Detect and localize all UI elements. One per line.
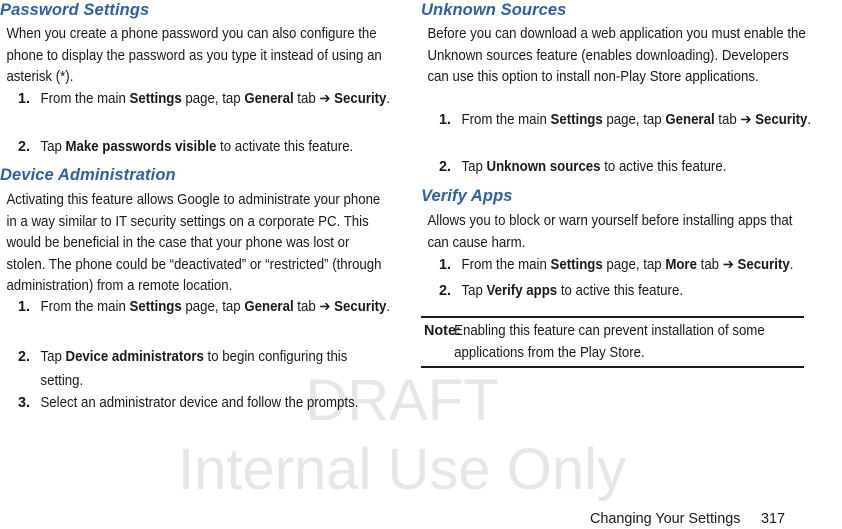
watermark-internal-use: Internal Use Only (177, 437, 627, 502)
section-title-device-administration: Device Administration (0, 166, 176, 184)
step-verify-apps-1: 1. From the main Settings page, tap More tab ➔ Security. (439, 257, 794, 273)
section-title-verify-apps: Verify Apps (421, 187, 513, 205)
step-password-1: 1. From the main Settings page, tap General tab ➔ Security. (18, 91, 391, 107)
section-body-device-administration: Activating this feature allows Google to administrate your phone in a way similar to IT security settings on a corporate PC. This would be beneficial in the case that your phone was lost or stolen. The phone could be “deactivated” or “restricted” (through administration) from a remote location. (6, 192, 382, 294)
footer-section-name: Changing Your Settings (590, 511, 741, 527)
step-device-admin-1: 1. From the main Settings page, tap General tab ➔ Security. (18, 299, 391, 315)
step-device-admin-2: 2. Tap Device administrators to begin configuring this setting. (18, 349, 348, 389)
section-body-password-settings: When you create a phone password you can also configure the phone to display the password as you type it instead of using an asterisk (*). (6, 26, 382, 85)
note-label: Note: (424, 323, 461, 339)
step-password-2: 2. Tap Make passwords visible to activate this feature. (18, 139, 354, 155)
step-device-admin-3: 3. Select an administrator device and follow the prompts. (18, 395, 359, 411)
note-box (421, 316, 804, 368)
note-text: Enabling this feature can prevent installation of some applications from the Play Store. (454, 323, 765, 361)
section-body-verify-apps: Allows you to block or warn yourself before installing apps that can cause harm. (427, 213, 793, 251)
section-title-password-settings: Password Settings (0, 1, 150, 19)
step-unknown-sources-2: 2. Tap Unknown sources to active this feature. (439, 159, 727, 175)
step-verify-apps-2: 2. Tap Verify apps to active this feature. (439, 283, 684, 299)
watermark-draft: DRAFT (305, 368, 499, 433)
section-body-unknown-sources: Before you can download a web application you must enable the Unknown sources feature (enables downloading). Developers can use this option to install non-Play Store applications. (427, 26, 806, 85)
step-unknown-sources-1: 1. From the main Settings page, tap General tab ➔ Security. (439, 112, 812, 128)
section-title-unknown-sources: Unknown Sources (421, 1, 567, 19)
footer-page-number: 317 (761, 511, 786, 527)
